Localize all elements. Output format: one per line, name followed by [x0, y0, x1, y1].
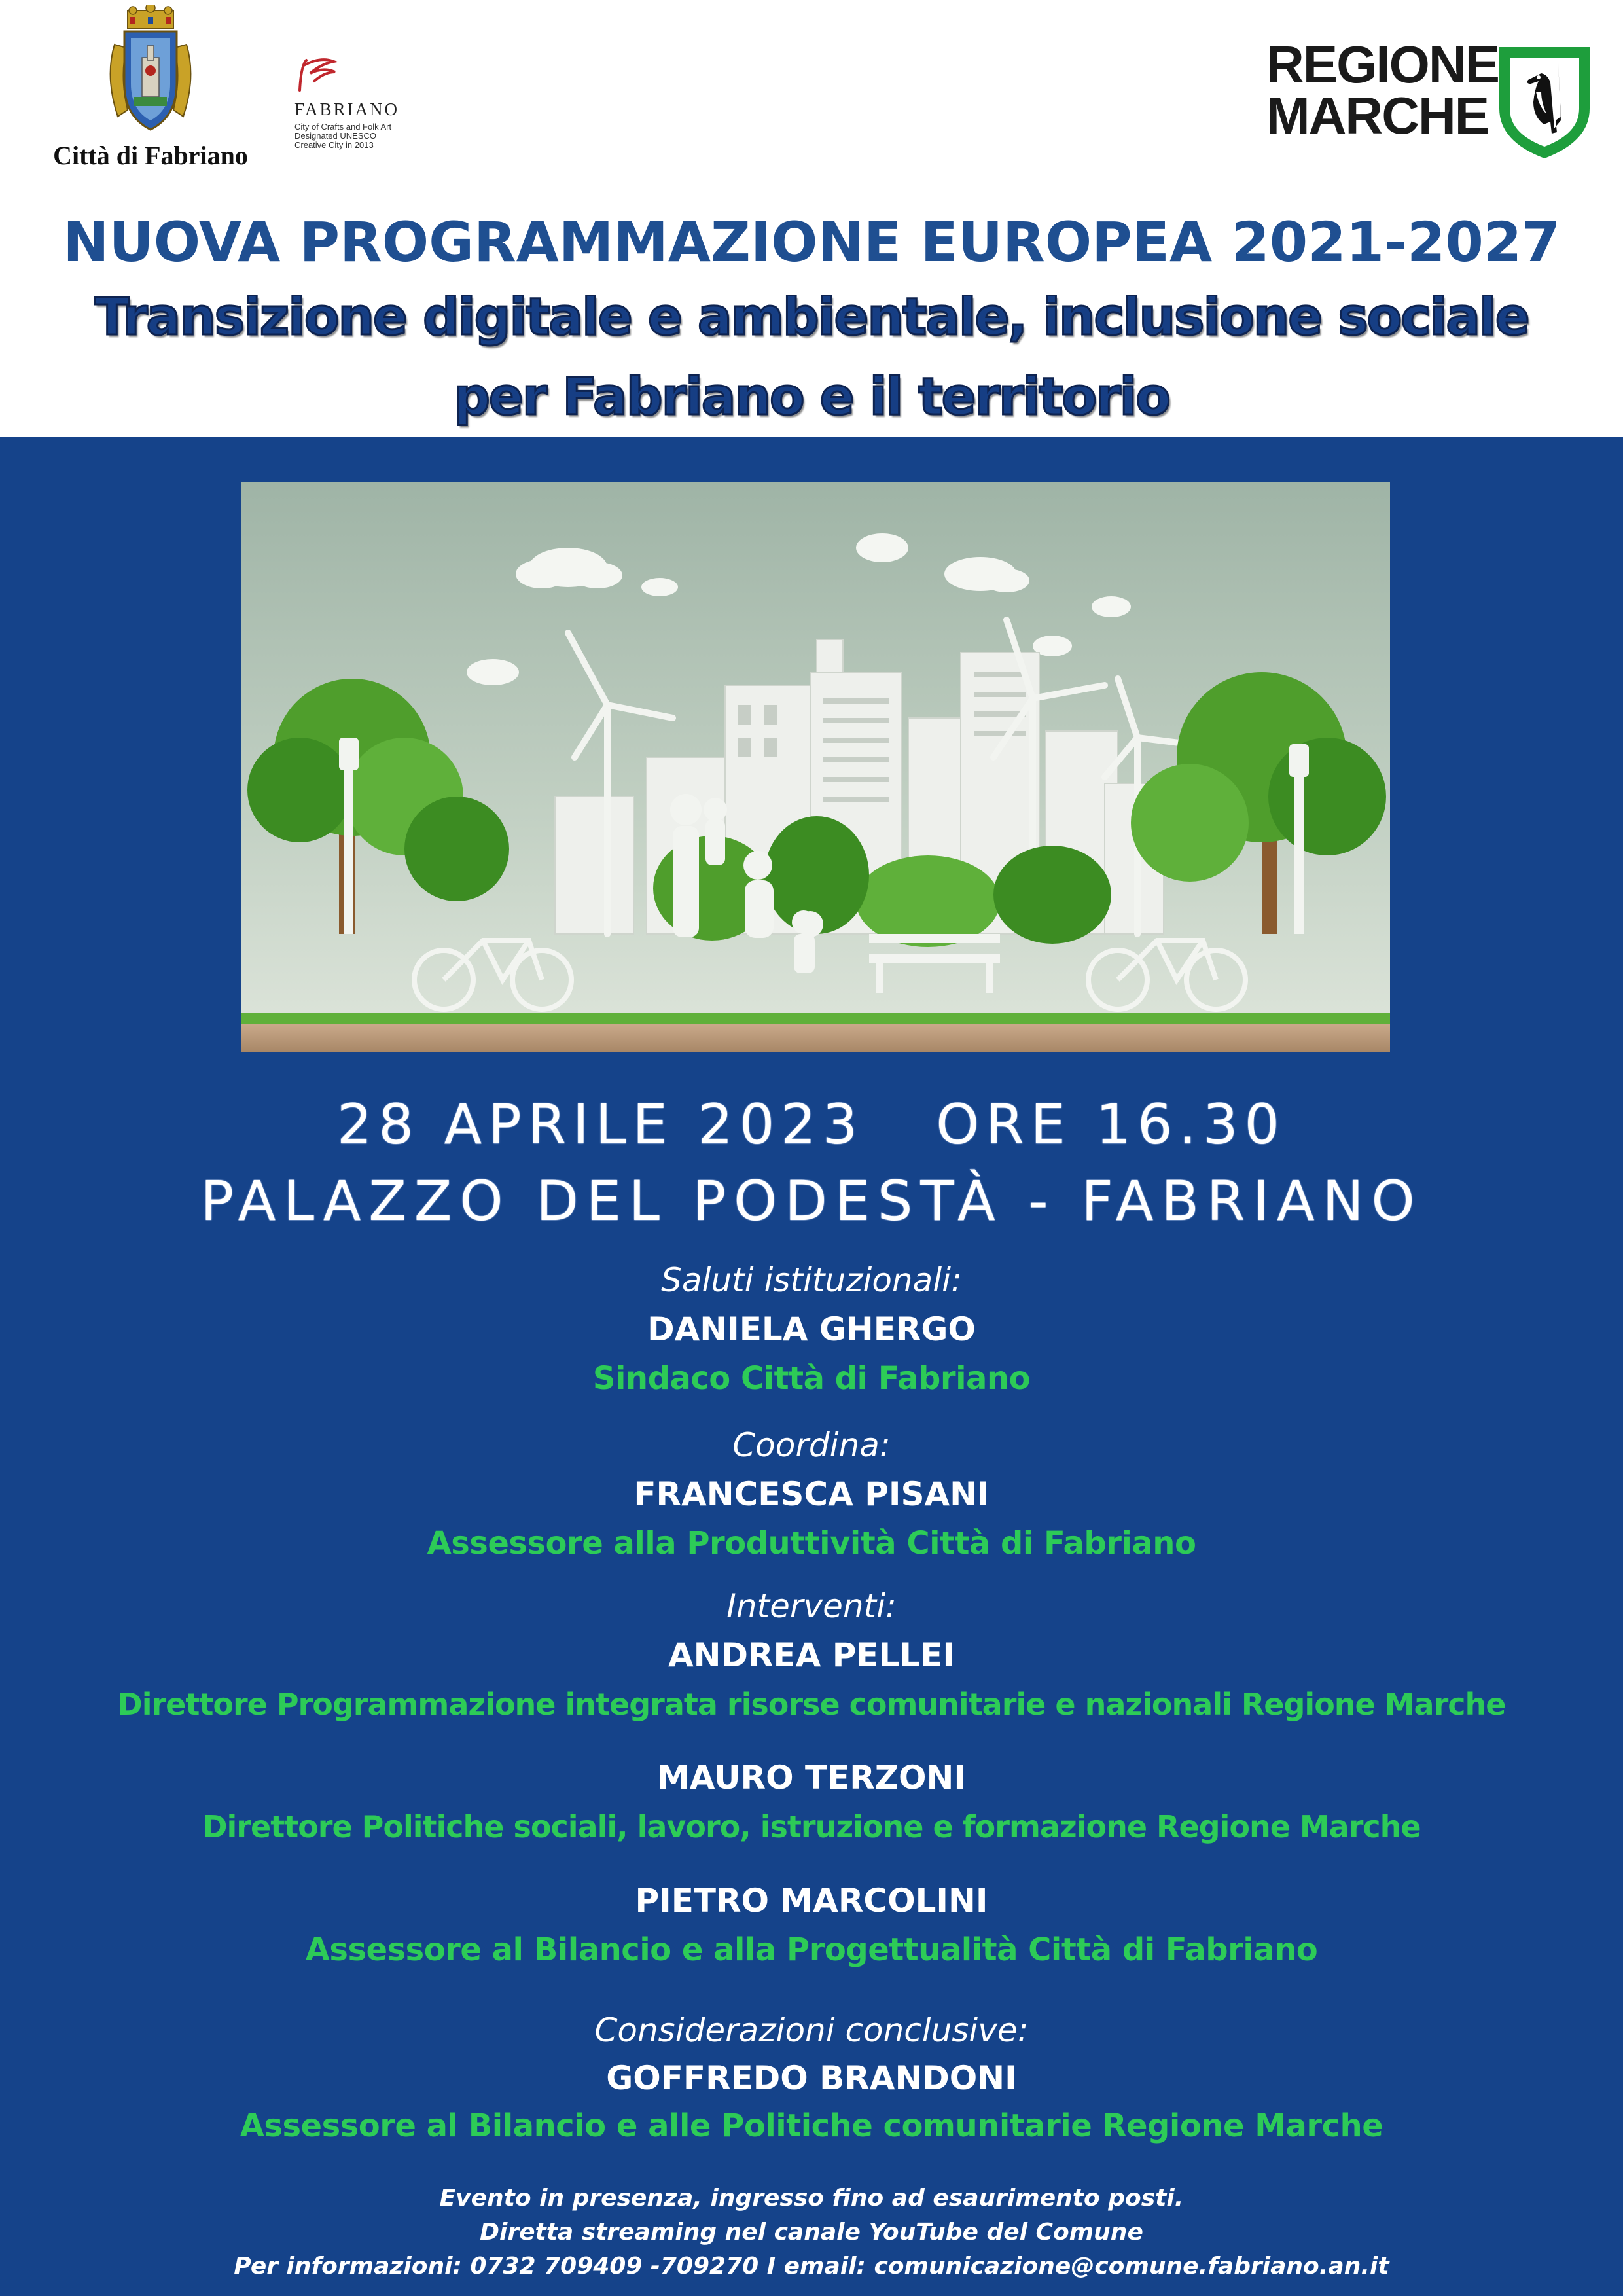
subtitle-line-1: Transizione digitale e ambientale, inclusione sociale [94, 288, 1529, 347]
interventi-label: Interventi: [726, 1587, 897, 1625]
unesco-sub-line: Designated UNESCO [294, 131, 376, 141]
unesco-sub-line: Creative City in 2013 [294, 140, 374, 150]
speaker-name: FRANCESCA PISANI [633, 1475, 990, 1513]
green-city-illustration [241, 482, 1390, 1052]
regione-marche-shield-icon [1495, 43, 1594, 161]
footer-attendance-note: Evento in presenza, ingresso fino ad esaurimento posti. [439, 2185, 1184, 2212]
speaker-name: MAURO TERZONI [657, 1759, 966, 1797]
saluti-label: Saluti istituzionali: [661, 1261, 962, 1299]
subtitle-line-2: per Fabriano e il territorio [454, 368, 1169, 427]
unesco-sub-line: City of Crafts and Folk Art [294, 122, 392, 132]
speaker-name: ANDREA PELLEI [668, 1636, 955, 1674]
regione-marche-wordmark [1266, 35, 1499, 145]
fabriano-unesco-logo [294, 52, 425, 164]
speaker-name: DANIELA GHERGO [647, 1310, 976, 1348]
citta-di-fabriano-logo [26, 5, 275, 169]
fabriano-unesco-mark-icon [294, 52, 366, 98]
regione-word: REGIONE [1266, 35, 1499, 94]
footer-contact-info: Per informazioni: 0732 709409 -709270 I email: comunicazione@comune.fabriano.an.it [234, 2253, 1389, 2280]
speaker-name: PIETRO MARCOLINI [635, 1882, 988, 1920]
event-date-time: 28 APRILE 2023 ORE 16.30 [336, 1092, 1287, 1157]
speaker-role: Assessore al Bilancio e alle Politiche comunitarie Regione Marche [240, 2108, 1383, 2144]
speaker-role: Direttore Programmazione integrata risorse comunitarie e nazionali Regione Marche [117, 1687, 1506, 1722]
coat-of-arms-icon [101, 5, 200, 136]
conclusioni-label: Considerazioni conclusive: [594, 2011, 1029, 2049]
speaker-role: Assessore alla Produttività Città di Fabriano [427, 1525, 1196, 1562]
unesco-city-name: FABRIANO [294, 99, 400, 119]
unesco-designation [294, 122, 432, 150]
header [0, 0, 1623, 437]
footer-streaming-note: Diretta streaming nel canale YouTube del Comune [480, 2219, 1143, 2246]
event-venue: PALAZZO DEL PODESTÀ - FABRIANO [200, 1169, 1423, 1233]
speaker-name: GOFFREDO BRANDONI [606, 2059, 1017, 2097]
fabriano-city-name: Città di Fabriano [53, 141, 248, 170]
speaker-role: Direttore Politiche sociali, lavoro, istruzione e formazione Regione Marche [202, 1809, 1421, 1844]
speaker-role: Sindaco Città di Fabriano [592, 1360, 1031, 1397]
coordina-label: Coordina: [732, 1426, 891, 1464]
regione-marche-logo [1266, 35, 1597, 164]
marche-word: MARCHE [1266, 86, 1489, 145]
speaker-role: Assessore al Bilancio e alla Progettualità Città di Fabriano [305, 1931, 1318, 1968]
page-title: NUOVA PROGRAMMAZIONE EUROPEA 2021-2027 [63, 210, 1560, 274]
